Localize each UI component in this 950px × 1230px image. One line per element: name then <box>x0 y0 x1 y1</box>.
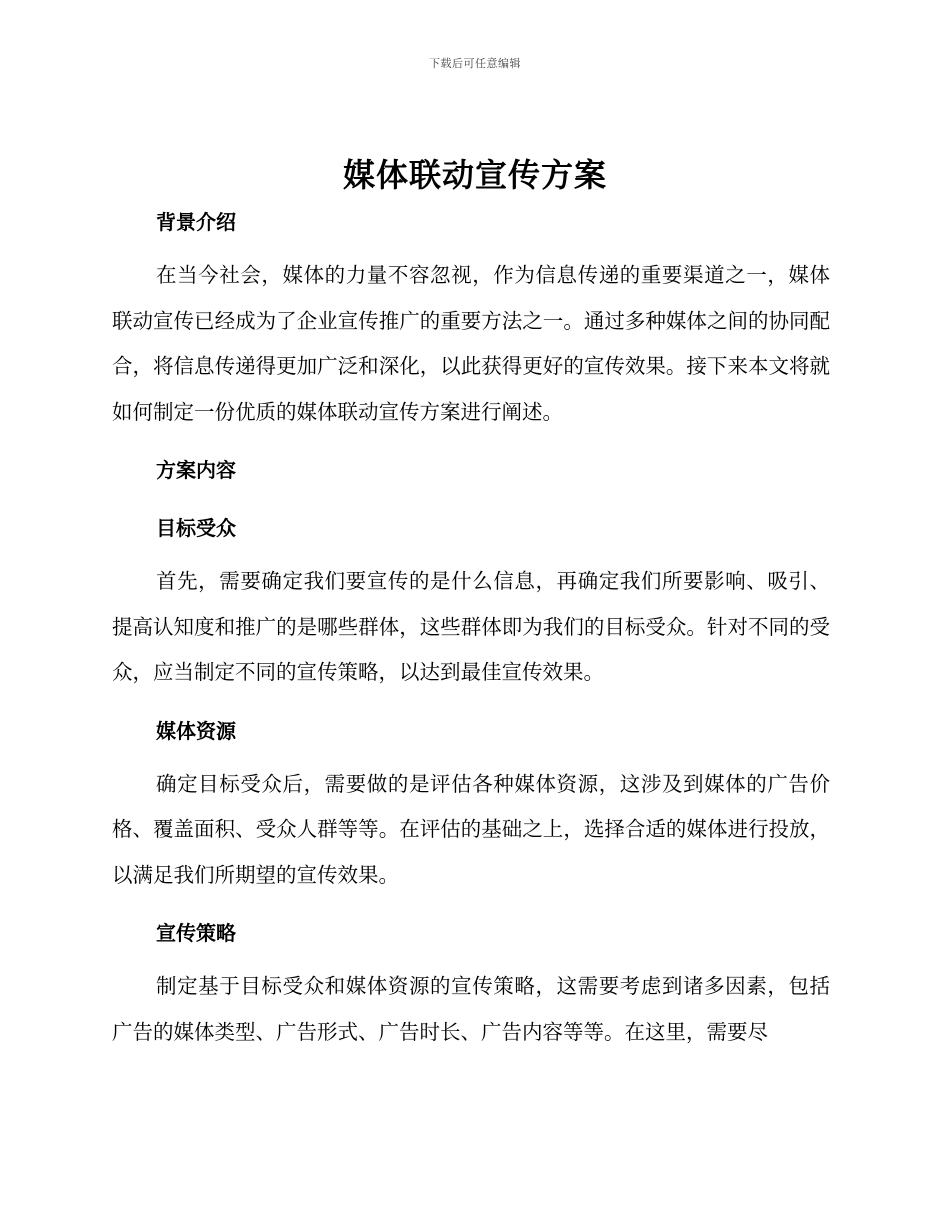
section-heading-media: 媒体资源 <box>156 718 236 743</box>
section-heading-strategy: 宣传策略 <box>156 921 236 945</box>
section-heading-audience: 目标受众 <box>156 516 236 540</box>
section-paragraph-background: 在当今社会，媒体的力量不容忽视，作为信息传递的重要渠道之一，媒体联动宣传已经成为了企业宣传推广的重要方法之一。通过多种媒体之间的协同配合，将信息传递得更加广泛和深化，以此获得更好的宣传效果。接下来本文将就如何制定一份优质的媒体联动宣传方案进行阐述。 <box>112 263 830 424</box>
section-heading-plan: 方案内容 <box>156 458 236 482</box>
section-paragraph-strategy: 制定基于目标受众和媒体资源的宣传策略，这需要考虑到诸多因素，包括广告的媒体类型、广告形式、广告时长、广告内容等等。在这里，需要尽 <box>112 974 830 1044</box>
document-body <box>112 203 830 1055</box>
header-note: 下载后可任意编辑 <box>429 57 521 70</box>
section-paragraph-audience: 首先，需要确定我们要宣传的是什么信息，再确定我们所要影响、吸引、提高认知度和推广的是哪些群体，这些群体即为我们的目标受众。针对不同的受众，应当制定不同的宣传策略，以达到最佳宣传效果。 <box>112 569 830 684</box>
section-paragraph-media: 确定目标受众后，需要做的是评估各种媒体资源，这涉及到媒体的广告价格、覆盖面积、受众人群等等。在评估的基础之上，选择合适的媒体进行投放，以满足我们所期望的宣传效果。 <box>112 771 830 887</box>
document-title: 媒体联动宣传方案 <box>342 156 607 194</box>
section-heading-background: 背景介绍 <box>156 210 236 234</box>
